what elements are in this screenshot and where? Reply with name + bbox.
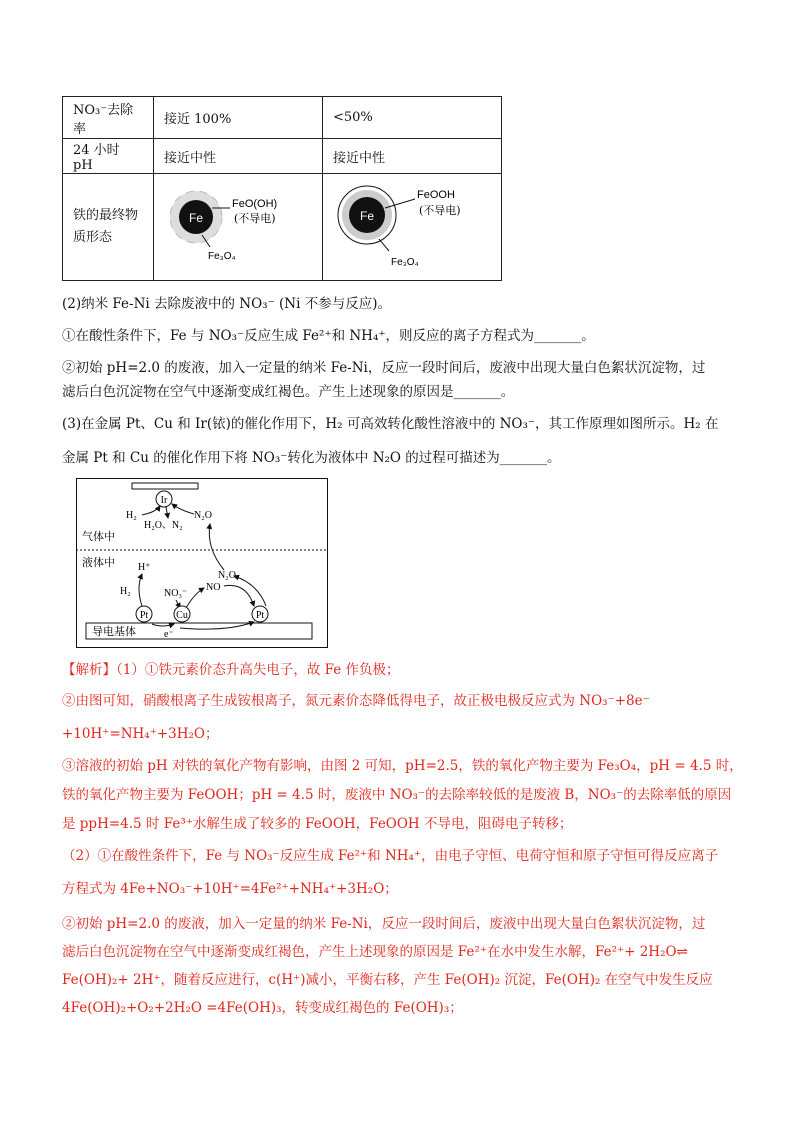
analysis-line-1: 【解析】（1）①铁元素价态升高失电子，故 Fe 作负极；: [62, 662, 400, 678]
table-cell: <50%: [323, 97, 502, 139]
inner-label: Fe₃O₄: [208, 251, 236, 262]
liquid-phase-label: 液体中: [82, 557, 115, 569]
question-3-line1: (3)在金属 Pt、Cu 和 Ir(铱)的催化作用下，H₂ 可高效转化酸性溶液中的 NO₃⁻，其工作原理如图所示。H₂ 在: [62, 416, 719, 432]
question-3-line2: 金属 Pt 和 Cu 的催化作用下将 NO₃⁻转化为液体中 N₂O 的过程可描述为_______。: [62, 450, 561, 466]
table-row: [63, 139, 502, 174]
ir-plate: [132, 483, 198, 489]
table-cell-label: NO₃⁻去除率: [63, 97, 154, 139]
comparison-table: [62, 96, 502, 281]
question-2-2-line2: 滤后白色沉淀物在空气中逐渐变成红褐色。产生上述现象的原因是_______。: [62, 384, 515, 400]
analysis-line-10: 滤后白色沉淀物在空气中逐渐变成红褐色，产生上述现象的原因是 Fe²⁺在水中发生水解，Fe²⁺+ 2H₂O⇌: [62, 944, 688, 960]
base-label: 导电基体: [92, 626, 136, 638]
analysis-line-9: ②初始 pH=2.0 的废液，加入一定量的纳米 Fe-Ni，反应一段时间后，废液中出现大量白色絮状沉淀物，过: [62, 916, 706, 932]
shell-note: (不导电): [419, 204, 461, 217]
products-label: H₂O、N₂: [144, 520, 183, 531]
cu-label: Cu: [176, 610, 188, 621]
table-cell: 接近中性: [154, 139, 323, 174]
question-2-1: ①在酸性条件下，Fe 与 NO₃⁻反应生成 Fe²⁺和 NH₄⁺，则反应的离子方程式为_______。: [62, 328, 595, 344]
shell-label: FeOOH: [417, 189, 455, 201]
n2o-bottom-label: N₂O: [218, 570, 236, 581]
table-cell: 接近 100%: [154, 97, 323, 139]
analysis-line-12: 4Fe(OH)₂+O₂+2H₂O =4Fe(OH)₃，转变成红褐色的 Fe(OH)₃；: [62, 1000, 463, 1016]
shell-note: (不导电): [234, 212, 276, 225]
analysis-line-4: ③溶液的初始 pH 对铁的氧化产物有影响，由图 2 可知，pH=2.5，铁的氧化产物主要为 Fe₃O₄，pH = 4.5 时，: [62, 758, 743, 774]
electron-label: e⁻: [164, 629, 174, 640]
analysis-line-8: 方程式为 4Fe+NO₃⁻+10H⁺=4Fe²⁺+NH₄⁺+3H₂O；: [62, 881, 398, 897]
n2o-top-label: N₂O: [194, 510, 212, 521]
table-cell-figure: [154, 174, 323, 281]
inner-label: Fe₃O₄: [391, 257, 419, 268]
table-cell-figure: [323, 174, 502, 281]
pt1-label: Pt: [139, 610, 149, 621]
ir-label: Ir: [160, 495, 168, 506]
h-plus-label: H⁺: [138, 562, 151, 573]
no-label: NO: [206, 582, 221, 593]
table-cell-label: 铁的最终物质形态: [63, 174, 154, 281]
table-row: [63, 97, 502, 139]
no3-label: NO₃⁻: [164, 588, 188, 599]
analysis-line-7: （2）①在酸性条件下，Fe 与 NO₃⁻反应生成 Fe²⁺和 NH₄⁺，由电子守恒、电荷守恒和原子守恒可得反应离子: [62, 848, 719, 864]
analysis-line-2: ②由图可知，硝酸根离子生成铵根离子，氮元素价态降低得电子，故正极电极反应式为 NO₃⁻+8e⁻: [62, 693, 650, 709]
analysis-line-5: 铁的氧化产物主要为 FeOOH；pH = 4.5 时，废液中 NO₃⁻的去除率较低的是废液 B，NO₃⁻的去除率低的原因: [62, 787, 732, 803]
analysis-line-11: Fe(OH)₂+ 2H⁺，随着反应进行，c(H⁺)减小，平衡右移，产生 Fe(OH)₂ 沉淀，Fe(OH)₂ 在空气中发生反应: [62, 972, 713, 988]
question-2: (2)纳米 Fe-Ni 去除废液中的 NO₃⁻ (Ni 不参与反应)。: [62, 296, 391, 312]
pt2-label: Pt: [255, 610, 265, 621]
table-cell-label: 24 小时 pH: [63, 139, 154, 174]
question-2-2-line1: ②初始 pH=2.0 的废液，加入一定量的纳米 Fe-Ni，反应一段时间后，废液中出现大量白色絮状沉淀物，过: [62, 360, 706, 376]
fe-core-label: Fe: [359, 209, 375, 223]
shell-label: FeO(OH): [232, 198, 278, 210]
catalysis-diagram: [76, 478, 328, 648]
h2-bottom-label: H₂: [120, 586, 131, 597]
iron-particle-diagram-a: [164, 175, 312, 275]
fe-core-label: Fe: [188, 211, 204, 225]
gas-phase-label: 气体中: [82, 531, 115, 543]
h2-top-label: H₂: [126, 510, 137, 521]
table-cell: 接近中性: [323, 139, 502, 174]
table-row: [63, 174, 502, 281]
iron-particle-diagram-b: [333, 175, 491, 275]
analysis-line-3: +10H⁺=NH₄⁺+3H₂O；: [62, 726, 219, 742]
analysis-line-6: 是 ppH=4.5 时 Fe³⁺水解生成了较多的 FeOOH，FeOOH 不导电，阻碍电子转移；: [62, 816, 573, 832]
